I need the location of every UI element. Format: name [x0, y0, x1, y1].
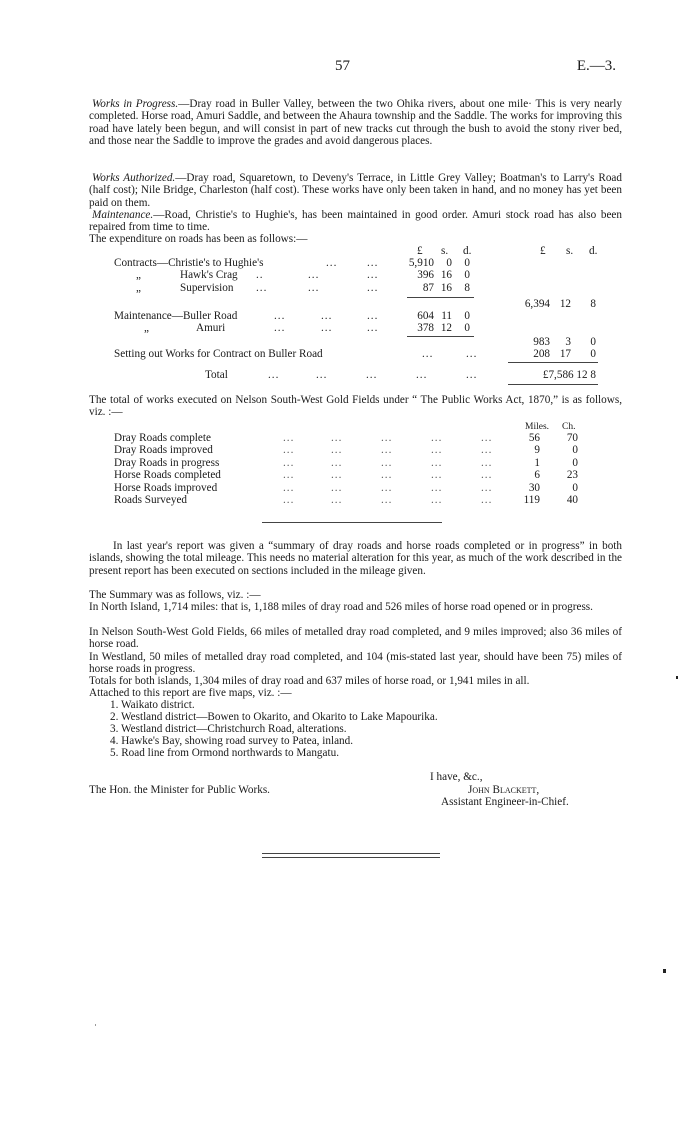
row-miles: 56: [528, 432, 540, 444]
end-rule: [262, 857, 440, 858]
leader-dots: ...: [431, 444, 443, 457]
addressee: The Hon. the Minister for Public Works.: [89, 784, 270, 796]
leader-dots: ...: [381, 469, 393, 482]
leader-dots: ...: [283, 494, 295, 506]
westland-paragraph: In Westland, 50 miles of metalled dray road completed, and 104 (mis-stated last year, should have been 75) miles of horse roads in progress.: [89, 651, 622, 676]
summary-intro: The Summary was as follows, viz. :—: [89, 589, 261, 601]
leader-dots: ...: [256, 282, 268, 294]
leader-dots: ...: [274, 310, 286, 322]
row-pence: 0: [464, 269, 470, 281]
leader-dots: ...: [466, 369, 478, 381]
table-row: [136, 269, 476, 281]
row-label: Contracts—Christie's to Hughie's: [114, 257, 264, 269]
summary-paragraph: In last year's report was given a “summary of dray roads and horse roads completed or in progress” in both islands, showing the total mileage. This needs no material alteration for this year, as much of the work described in the present report has been executed on sections included in the mileage given.: [89, 540, 622, 577]
ditto-mark: „: [136, 282, 141, 294]
row-shillings: 11: [441, 310, 452, 322]
leader-dots: ...: [268, 369, 280, 381]
leader-dots: ...: [381, 444, 393, 457]
list-item: 3. Westland district—Christchurch Road, alterations.: [110, 723, 347, 735]
row-miles: 1: [534, 456, 540, 469]
pound-header-2: £: [540, 245, 546, 257]
works-authorized-label: Works Authorized.: [92, 172, 176, 184]
leader-dots: ...: [422, 348, 434, 360]
expenditure-intro: The expenditure on roads has been as follows:—: [89, 233, 308, 245]
leader-dots: ...: [316, 369, 328, 381]
row-pence: 0: [464, 257, 470, 269]
leader-dots: ...: [431, 469, 443, 482]
setting-out-pence: 0: [590, 348, 596, 360]
leader-dots: ...: [283, 456, 295, 469]
leader-dots: ...: [381, 481, 393, 494]
leader-dots: ...: [283, 444, 295, 457]
table-row: [144, 322, 484, 334]
total-underline: [508, 384, 598, 385]
row-shillings: 12: [440, 322, 452, 334]
row-pounds: 396: [417, 269, 434, 281]
leader-dots: ...: [283, 432, 295, 444]
list-item: 5. Road line from Ormond northwards to Mangatu.: [110, 747, 339, 759]
leader-dots: ...: [481, 469, 493, 482]
row-pounds: 5,910: [408, 257, 434, 269]
scan-speck: [95, 1024, 96, 1026]
north-island-paragraph: In North Island, 1,714 miles: that is, 1,188 miles of dray road and 526 miles of horse road opened or in progress.: [89, 601, 593, 613]
nelson-paragraph: In Nelson South-West Gold Fields, 66 miles of metalled dray road completed, and 9 miles improved; also 36 miles of horse road.: [89, 626, 622, 651]
page-number: 57: [335, 58, 350, 74]
works-in-progress-text: —Dray road in Buller Valley, between the two Ohika rivers, about one mile· This is very nearly completed. Horse road, Amuri Saddle, and between the Ahaura township and the Saddle. The works for improving this road have lately been begun, and will consist in part of new tracks cut through the bush to avoid the stony river bed, and those near the Saddle to improve the grades and avoid dangerous places.: [89, 98, 622, 147]
end-rule: [262, 853, 440, 854]
row-label: Dray Roads complete: [114, 432, 211, 444]
leader-dots: ...: [466, 348, 478, 360]
leader-dots: ...: [367, 322, 379, 334]
row-pounds: 604: [417, 310, 434, 322]
leader-dots: ...: [367, 269, 379, 281]
row-pounds: 378: [417, 322, 434, 334]
total-rule: [508, 362, 598, 363]
subtotal-pence: 8: [590, 298, 596, 310]
leader-dots: ...: [431, 456, 443, 469]
row-chains: 0: [572, 481, 578, 494]
leader-dots: ...: [481, 432, 493, 444]
leader-dots: ...: [331, 444, 343, 457]
subtotal-pounds: 983: [533, 336, 550, 348]
works-in-progress-paragraph: [89, 98, 622, 147]
shilling-header-2: s.: [566, 245, 574, 257]
setting-out-pounds: 208: [533, 348, 550, 360]
table-row: [136, 282, 476, 294]
row-miles: 30: [528, 481, 540, 494]
ditto-mark: „: [136, 269, 141, 281]
works-intro-paragraph: The total of works executed on Nelson South-West Gold Fields under “ The Public Works Act, 1870,” is as follows, viz. :—: [89, 394, 622, 419]
leader-dots: ...: [381, 456, 393, 469]
leader-dots: ...: [367, 310, 379, 322]
row-chains: 0: [572, 456, 578, 469]
maps-intro: Attached to this report are five maps, viz. :—: [89, 687, 292, 699]
leader-dots: ...: [321, 322, 333, 334]
leader-dots: ...: [381, 432, 393, 444]
row-label: Horse Roads improved: [114, 481, 218, 494]
works-authorized-text: —Dray road, Squaretown, to Deveny's Terrace, in Little Grey Valley; Boatman's to Larry's Road (half cost); Nile Bridge, Charleston (half cost). These works have only been taken in hand, and no money has yet been paid on them.: [89, 172, 622, 209]
list-item: 1. Waikato district.: [110, 699, 195, 711]
row-chains: 70: [566, 432, 578, 444]
leader-dots: ...: [274, 322, 286, 334]
row-miles: 6: [534, 469, 540, 482]
setting-out-label: Setting out Works for Contract on Buller Road: [114, 348, 323, 360]
leader-dots: ...: [381, 494, 393, 506]
miles-header: Miles.: [525, 422, 550, 432]
leader-dots: ...: [367, 282, 379, 294]
total-value: £7,586 12 8: [542, 369, 596, 381]
leader-dots: ...: [367, 257, 379, 269]
row-label: Maintenance—Buller Road: [114, 310, 238, 322]
row-shillings: 16: [440, 269, 452, 281]
row-miles: 119: [523, 494, 540, 506]
leader-dots: ...: [431, 432, 443, 444]
subtotal-shillings: 3: [565, 336, 571, 348]
subtotal-rule: [407, 297, 474, 298]
leader-dots: ...: [331, 432, 343, 444]
leader-dots: ...: [416, 369, 428, 381]
totals-line: Totals for both islands, 1,304 miles of dray road and 637 miles of horse road, or 1,941 miles in all.: [89, 675, 530, 687]
row-label: Horse Roads completed: [114, 469, 221, 482]
shilling-header: s.: [441, 245, 449, 257]
table-row: [114, 257, 474, 269]
row-label: Dray Roads improved: [114, 444, 213, 457]
row-chains: 40: [566, 494, 578, 506]
row-pence: 0: [464, 322, 470, 334]
list-item: 4. Hawke's Bay, showing road survey to Patea, inland.: [110, 735, 354, 747]
row-shillings: 16: [440, 282, 452, 294]
works-in-progress-label: Works in Progress.: [92, 98, 179, 110]
row-label: Hawk's Crag: [180, 269, 238, 281]
row-label: Dray Roads in progress: [114, 456, 220, 469]
subtotal-pence: 0: [590, 336, 596, 348]
chains-header: Ch.: [562, 422, 576, 432]
row-pence: 0: [464, 310, 470, 322]
maintenance-text: —Road, Christie's to Hughie's, has been maintained in good order. Amuri stock road has also been repaired from time to time.: [89, 209, 622, 234]
document-code: E.—3.: [576, 58, 616, 74]
leader-dots: ...: [326, 257, 338, 269]
pence-header: d.: [463, 245, 472, 257]
closing-salutation: I have, &c.,: [430, 771, 483, 783]
row-label: Roads Surveyed: [114, 494, 188, 506]
leader-dots: ...: [481, 481, 493, 494]
section-divider: [262, 522, 442, 523]
setting-out-shillings: 17: [559, 348, 571, 360]
page-header: [0, 58, 700, 80]
row-label: Supervision: [180, 282, 234, 294]
maintenance-label: Maintenance.: [92, 209, 154, 221]
leader-dots: ...: [331, 456, 343, 469]
scan-speck: [676, 676, 678, 679]
leader-dots: ...: [431, 494, 443, 506]
subtotal-rule: [407, 336, 474, 337]
leader-dots: ...: [283, 469, 295, 482]
row-label: Amuri: [196, 322, 226, 334]
list-item: 2. Westland district—Bowen to Okarito, and Okarito to Lake Mapourika.: [110, 711, 438, 723]
leader-dots: ...: [481, 444, 493, 457]
signatory-name: John Blackett,: [468, 784, 540, 796]
row-shillings: 0: [446, 257, 452, 269]
pound-header: £: [417, 245, 423, 257]
signatory-title: Assistant Engineer-in-Chief.: [441, 796, 569, 808]
leader-dots: ...: [366, 369, 378, 381]
row-pence: 8: [464, 282, 470, 294]
row-chains: 0: [572, 444, 578, 457]
row-miles: 9: [534, 444, 540, 457]
leader-dots: ..: [256, 269, 264, 281]
subtotal-shillings: 12: [559, 298, 571, 310]
setting-out-row: [114, 348, 604, 360]
leader-dots: ...: [308, 282, 320, 294]
leader-dots: ...: [331, 494, 343, 506]
scan-speck: [663, 969, 666, 973]
leader-dots: ...: [431, 481, 443, 494]
leader-dots: ...: [283, 481, 295, 494]
leader-dots: ...: [321, 310, 333, 322]
total-label: Total: [205, 369, 228, 381]
leader-dots: ...: [331, 481, 343, 494]
leader-dots: ...: [308, 269, 320, 281]
works-authorized-paragraph: [89, 172, 622, 209]
leader-dots: ...: [481, 494, 493, 506]
ditto-mark: „: [144, 322, 149, 334]
table-row: [114, 310, 474, 322]
maintenance-paragraph: [89, 209, 622, 234]
leader-dots: ...: [331, 469, 343, 482]
row-chains: 23: [566, 469, 578, 482]
leader-dots: ...: [481, 456, 493, 469]
row-pounds: 87: [422, 282, 434, 294]
subtotal-pounds: 6,394: [524, 298, 550, 310]
pence-header-2: d.: [589, 245, 598, 257]
